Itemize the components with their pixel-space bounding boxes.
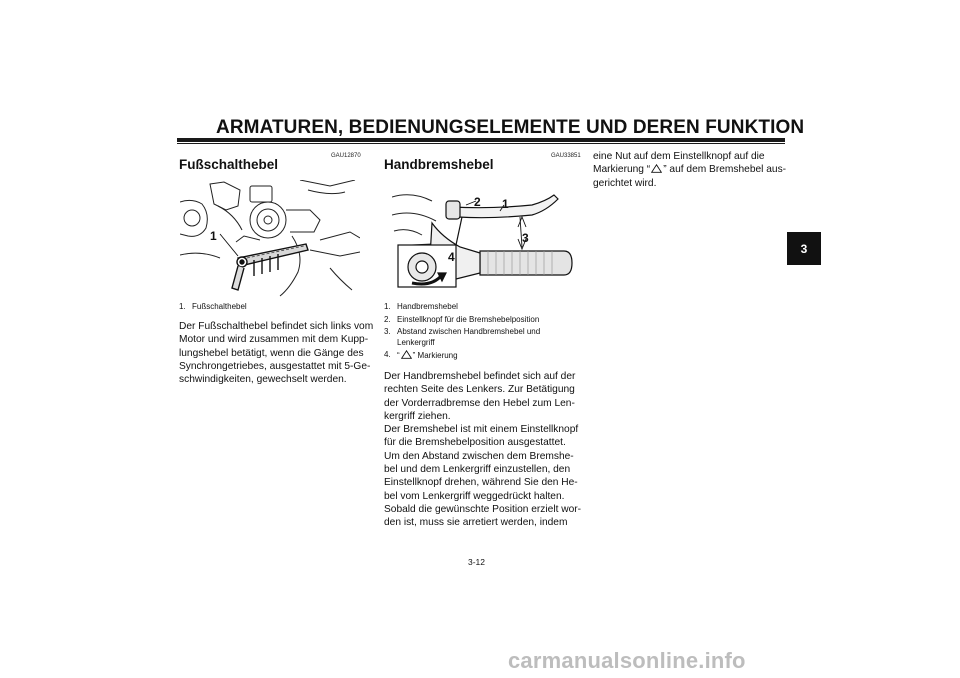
- body-line: Synchrongetriebes, ausgestattet mit 5-Ge-: [179, 360, 371, 372]
- body-line: der Vorderradbremse den Hebel zum Len-: [384, 397, 575, 409]
- callout-3: 3: [522, 231, 529, 245]
- body-line: für die Bremshebelposition ausgestattet.: [384, 437, 566, 449]
- page-number: 3-12: [468, 557, 486, 567]
- callout-4: 4: [448, 250, 455, 264]
- caption-item: [384, 350, 574, 362]
- shift-pedal-illustration: [180, 180, 360, 298]
- body-line: kergriff ziehen.: [384, 410, 451, 422]
- caption-text: Einstellknopf für die Bremshebelposition: [397, 314, 540, 324]
- caption-number: 1.: [179, 302, 186, 311]
- caption-number: 1.: [384, 302, 391, 311]
- body-line: eine Nut auf dem Einstellknopf auf die: [593, 151, 765, 162]
- body-line: Um den Abstand zwischen dem Bremshe-: [384, 450, 574, 462]
- section-title-fusschalthebel: Fußschalthebel: [179, 157, 279, 172]
- triangle-mark-icon: [651, 164, 662, 173]
- section-code: GAU12870: [331, 153, 361, 159]
- body-line: [593, 163, 793, 176]
- callout-1: 1: [210, 229, 217, 243]
- caption-number: 4.: [384, 350, 391, 359]
- caption-text: Fußschalthebel: [192, 302, 247, 311]
- caption-item: [384, 327, 574, 348]
- caption-item: [384, 302, 574, 313]
- body-line: rechten Seite des Lenkers. Zur Betätigung: [384, 384, 575, 396]
- caption-text: [397, 350, 574, 362]
- body-text-continuation: [593, 150, 793, 190]
- callout-2: 2: [474, 195, 481, 209]
- body-line: Der Fußschalthebel befindet sich links vom: [179, 321, 374, 332]
- body-line: Motor und wird zusammen mit dem Kupp-: [179, 334, 369, 346]
- body-line: den ist, muss sie arretiert werden, indem: [384, 517, 568, 529]
- body-line: Der Handbremshebel befindet sich auf der: [384, 371, 576, 382]
- body-line: Einstellknopf drehen, während Sie den He-: [384, 477, 578, 489]
- body-line: schwindigkeiten, gewechselt werden.: [179, 374, 347, 386]
- body-line-part: Markierung “: [593, 164, 651, 176]
- caption-number: 3.: [384, 327, 391, 336]
- body-text-handbremshebel: [384, 370, 584, 530]
- header-rule: [177, 138, 785, 142]
- section-code: GAU33851: [551, 153, 581, 159]
- body-line: bel und dem Lenkergriff einzustellen, den: [384, 464, 571, 476]
- caption-text: Handbremshebel: [397, 302, 458, 311]
- figure-caption: [384, 302, 574, 362]
- figure-caption: [179, 302, 354, 313]
- body-line: gerichtet wird.: [593, 177, 657, 189]
- caption-item: [384, 315, 574, 326]
- brake-lever-illustration: [392, 187, 574, 293]
- caption-number: 2.: [384, 314, 391, 324]
- page-header-title: ARMATUREN, BEDIENUNGSELEMENTE UND DEREN FUNKTION: [216, 117, 805, 138]
- header-rule-thin: [177, 143, 785, 144]
- caption-text: Abstand zwischen Handbremshebel und Lenkergriff: [397, 327, 541, 347]
- watermark-text: carmanualsonline.info: [508, 648, 746, 673]
- brake-lever-drawing: [392, 187, 574, 293]
- body-text-fusschalthebel: [179, 320, 379, 386]
- caption-item: [179, 302, 354, 313]
- shift-pedal-drawing: [180, 180, 360, 298]
- triangle-mark-icon: [401, 350, 412, 359]
- chapter-tab: 3: [787, 232, 821, 265]
- section-title-handbremshebel: Handbremshebel: [384, 157, 494, 172]
- caption-text-rest: ” Markierung: [412, 351, 458, 360]
- body-line-part: ” auf dem Bremshebel aus-: [663, 164, 787, 176]
- body-line: Sobald die gewünschte Position erzielt wor-: [384, 503, 582, 515]
- body-line: Der Bremshebel ist mit einem Einstellknopf: [384, 424, 579, 436]
- body-line: bel vom Lenkergriff weggedrückt halten.: [384, 490, 565, 502]
- callout-1: 1: [502, 197, 509, 211]
- body-line: lungshebel betätigt, wenn die Gänge des: [179, 347, 364, 359]
- caption-text-quote-open: “: [397, 351, 400, 360]
